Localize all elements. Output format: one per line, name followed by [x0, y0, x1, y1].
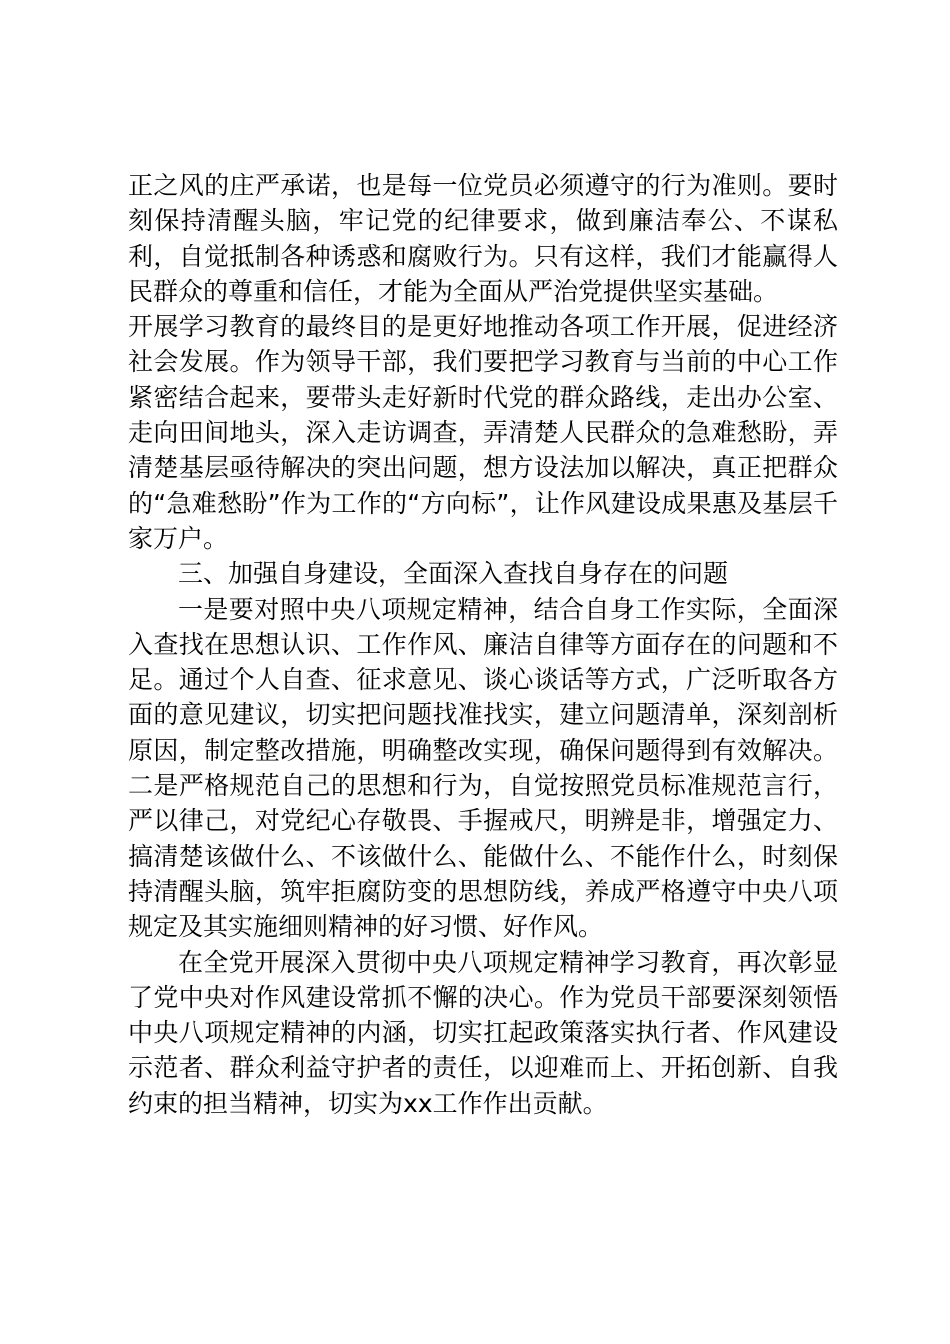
paragraph-self-inspection: 一是要对照中央八项规定精神，结合自身工作实际，全面深入查找在思想认识、工作作风、廉洁自律等方面存在的问题和不足。通过个人自查、征求意见、谈心谈话等方式，广泛听取各方面的意见建议，切实把问题找准找实，建立问题清单，深刻剖析原因，制定整改措施，明确整改实现，确保问题得到有效解决。二是严格规范自己的思想和行为，自觉按照党员标准规范言行，严以律己，对党纪心存敬畏、手握戒尺，明辨是非，增强定力、搞清楚该做什么、不该做什么、能做什么、不能作什么，时刻保持清醒头脑，筑牢拒腐防变的思想防线，养成严格遵守中央八项规定及其实施细则精神的好习惯、好作风。: [128, 594, 838, 942]
paragraph-continuation: 正之风的庄严承诺，也是每一位党员必须遵守的行为准则。要时刻保持清醒头脑，牢记党的纪律要求，做到廉洁奉公、不谋私利，自觉抵制各种诱惑和腐败行为。只有这样，我们才能赢得人民群众的尊重和信任，才能为全面从严治党提供坚实基础。: [128, 171, 838, 306]
paragraph-work-promotion: 开展学习教育的最终目的是更好地推动各项工作开展，促进经济社会发展。作为领导干部，我们要把学习教育与当前的中心工作紧密结合起来，要带头走好新时代党的群众路线，走出办公室、走向田间地头，深入走访调查，弄清楚人民群众的急难愁盼，弄清楚基层亟待解决的突出问题，想方设法加以解决，真正把群众的“急难愁盼”作为工作的“方向标”，让作风建设成果惠及基层千家万户。: [128, 312, 838, 553]
section-heading-three: 三、加强自身建设，全面深入查找自身存在的问题: [178, 559, 729, 589]
paragraph-conclusion: 在全党开展深入贯彻中央八项规定精神学习教育，再次彰显了党中央对作风建设常抓不懈的决心。作为党员干部要深刻领悟中央八项规定精神的内涵，切实扛起政策落实执行者、作风建设示范者、群众利益守护者的责任，以迎难而上、开拓创新、自我约束的担当精神，切实为xx工作作出贡献。: [128, 947, 838, 1118]
document-body: [128, 168, 838, 1121]
